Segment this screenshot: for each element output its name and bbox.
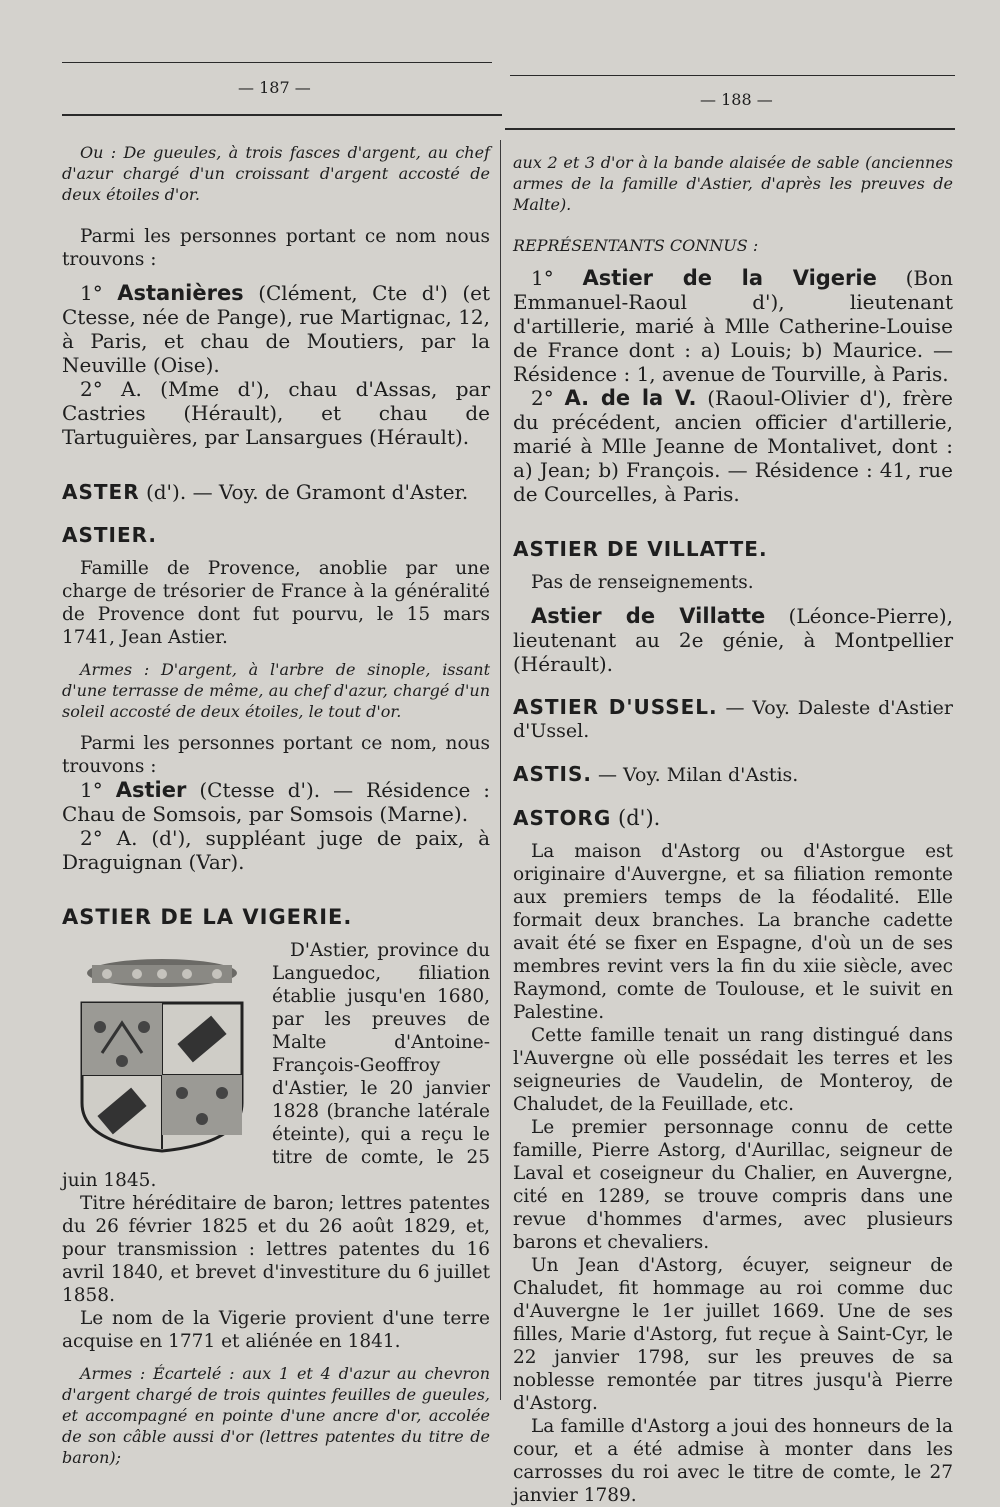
entry-vigerie-1 [513, 266, 953, 386]
entry-number: 2° [531, 386, 554, 410]
ussel-entry [513, 696, 953, 743]
entry-details: (Raoul-Olivier d'), frère du précédent, ancien officier d'artillerie, marié à Mlle Jeanne de Montalivet, dont : a) Jean; b) François. — Résidence : 41, rue de Courcelles, à Paris. [513, 386, 953, 506]
entry-astanieres [62, 281, 490, 377]
astis-entry [513, 763, 953, 787]
entry-astier-2: 2° A. (d'), suppléant juge de paix, à Draguignan (Var). [62, 826, 490, 874]
page-number-right: — 188 — [700, 90, 773, 109]
right-column [513, 152, 953, 1507]
astorg-entry [513, 807, 953, 830]
entry-name: Astier de Villatte [531, 604, 766, 628]
astorg-heading: ASTORG [513, 806, 612, 830]
ussel-heading: ASTIER D'USSEL. [513, 695, 718, 719]
entry-name: Astier de la Vigerie [582, 266, 877, 290]
astorg-particle: (d'). [618, 806, 661, 830]
header-rule-right [505, 128, 955, 130]
coat-of-arms-icon [62, 943, 262, 1153]
left-column [62, 142, 490, 1468]
astis-reference: — Voy. Milan d'Astis. [598, 764, 799, 786]
ussel-reference: — Voy. Daleste d'Astier d'Ussel. [513, 697, 954, 742]
villatte-heading: ASTIER DE VILLATTE. [513, 537, 768, 561]
astorg-paragraph-4: Un Jean d'Astorg, écuyer, seigneur de Chaludet, fit hommage au roi comme duc d'Auvergne le 1er juillet 1669. Une de ses filles, Marie d'Astorg, fut reçue à Saint-Cyr, le 22 janvier 1798, sur les preuves de sa noblesse remontée par titres jusqu'à Pierre d'Astorg. [513, 1255, 953, 1414]
astier-heading: ASTIER. [62, 523, 157, 547]
entry-number: 1° [531, 266, 554, 290]
entry-name: Astier [115, 778, 187, 802]
astorg-paragraph-1: La maison d'Astorg ou d'Astorgue est originaire d'Auvergne, et sa filiation remonte aux premiers temps de la féodalité. Elle formait deux branches. La branche cadette avait été se fixer en Espagne, d'où un de ses membres revint vers la fin du xiie siècle, avec Raymond, comte de Toulouse, et le suivit en Palestine. [513, 841, 953, 1023]
entry-number: 1° [80, 281, 103, 305]
vigerie-description: D'Astier, province du Languedoc, filiation établie jusqu'en 1680, par les preuves de Malte d'Antoine-François-Geoffroy d'Astier, le 20 janvier 1828 (branche latérale éteinte), qui a reçu le titre de comte, le 25 juin 1845. [62, 940, 490, 1191]
astorg-paragraph-5: La famille d'Astorg a joui des honneurs de la cour, et a été admise à monter dans les carrosses du roi avec le titre de comte, le 27 janvier 1789. [513, 1416, 953, 1506]
entry-details: (Clément, Cte d') (et Ctesse, née de Pange), rue Martignac, 12, à Paris, et chau de Moutiers, par la Neuville (Oise). [62, 281, 491, 377]
entry-vigerie-2 [513, 386, 953, 506]
astis-heading: ASTIS. [513, 762, 592, 786]
villatte-text: Pas de renseignements. [531, 572, 754, 593]
header-rule-left [62, 114, 502, 116]
column-divider [500, 140, 501, 1400]
vigerie-block [62, 939, 490, 1468]
vigerie-armes: Armes : Écartelé : aux 1 et 4 d'azur au chevron d'argent chargé de trois quintes feuilles de gueules, et accompagné en pointe d'une ancre d'or, accolée de son câble aussi d'or (lettres patentes du titre de baron); [62, 1364, 490, 1467]
aster-heading: ASTER [62, 480, 140, 504]
astier-description: Famille de Provence, anoblie par une charge de trésorier de France à la généralité de Provence dont fut pourvu, le 15 mars 1741, Jean Astier. [62, 558, 490, 648]
astorg-paragraph-3: Le premier personnage connu de cette famille, Pierre Astorg, d'Aurillac, seigneur de Laval et coseigneur du Chalier, en Auvergne, cité en 1289, se trouve compris dans une revue d'hommes d'armes, avec plusieurs barons et chevaliers. [513, 1117, 953, 1253]
parmi-intro-2: Parmi les personnes portant ce nom, nous trouvons : [62, 733, 490, 777]
entry-name: Astanières [117, 281, 244, 305]
aster-reference: (d'). — Voy. de Gramont d'Aster. [145, 480, 469, 504]
page-number-left: — 187 — [238, 78, 311, 97]
astier-armes: Armes : D'argent, à l'arbre de sinople, issant d'une terrasse de même, au chef d'azur, chargé d'un soleil accosté de deux étoiles, le tout d'or. [62, 660, 490, 721]
astorg-paragraph-2: Cette famille tenait un rang distingué dans l'Auvergne où elle possédait les terres et les seigneuries de Vaudelin, de Monteroy, de Chaludet, de la Feuillade, etc. [513, 1025, 953, 1115]
top-rule-right [510, 75, 955, 76]
coat-of-arms-image [62, 943, 262, 1153]
entry-villatte [513, 604, 953, 676]
entry-astanieres-2: 2° A. (Mme d'), chau d'Assas, par Castries (Hérault), et chau de Tartuguières, par Lansargues (Hérault). [62, 377, 490, 449]
vigerie-heading: ASTIER DE LA VIGERIE. [62, 905, 353, 929]
armes-continuation: aux 2 et 3 d'or à la bande alaisée de sable (anciennes armes de la famille d'Astier, d'après les preuves de Malte). [513, 153, 953, 214]
entry-details: (Léonce-Pierre), lieutenant au 2e génie, à Montpellier (Hérault). [513, 604, 953, 676]
top-rule-left [62, 62, 492, 63]
parmi-intro-1: Parmi les personnes portant ce nom nous trouvons : [62, 226, 490, 270]
entry-details: (Bon Emmanuel-Raoul d'), lieutenant d'artillerie, marié à Mlle Catherine-Louise de France dont : a) Louis; b) Maurice. — Résidence : 1, avenue de Tourville, à Paris. [513, 266, 953, 386]
aster-entry [62, 481, 490, 504]
vigerie-nom: Le nom de la Vigerie provient d'une terre acquise en 1771 et aliénée en 1841. [62, 1308, 490, 1352]
ou-blazon: Ou : De gueules, à trois fasces d'argent, au chef d'azur chargé d'un croissant d'argent accosté de deux étoiles d'or. [62, 143, 490, 204]
entry-number: 1° [80, 778, 103, 802]
entry-details: (Ctesse d'). — Résidence : Chau de Somsois, par Somsois (Marne). [62, 778, 491, 826]
vigerie-titre: Titre héréditaire de baron; lettres patentes du 26 février 1825 et du 26 août 1829, et, pour transmission : lettres patentes du 16 avril 1840, et brevet d'investiture du 6 juillet 1858. [62, 1193, 490, 1306]
entry-astier-1 [62, 778, 490, 826]
representants-heading: REPRÉSENTANTS CONNUS : [513, 236, 759, 255]
entry-name: A. de la V. [564, 386, 697, 410]
